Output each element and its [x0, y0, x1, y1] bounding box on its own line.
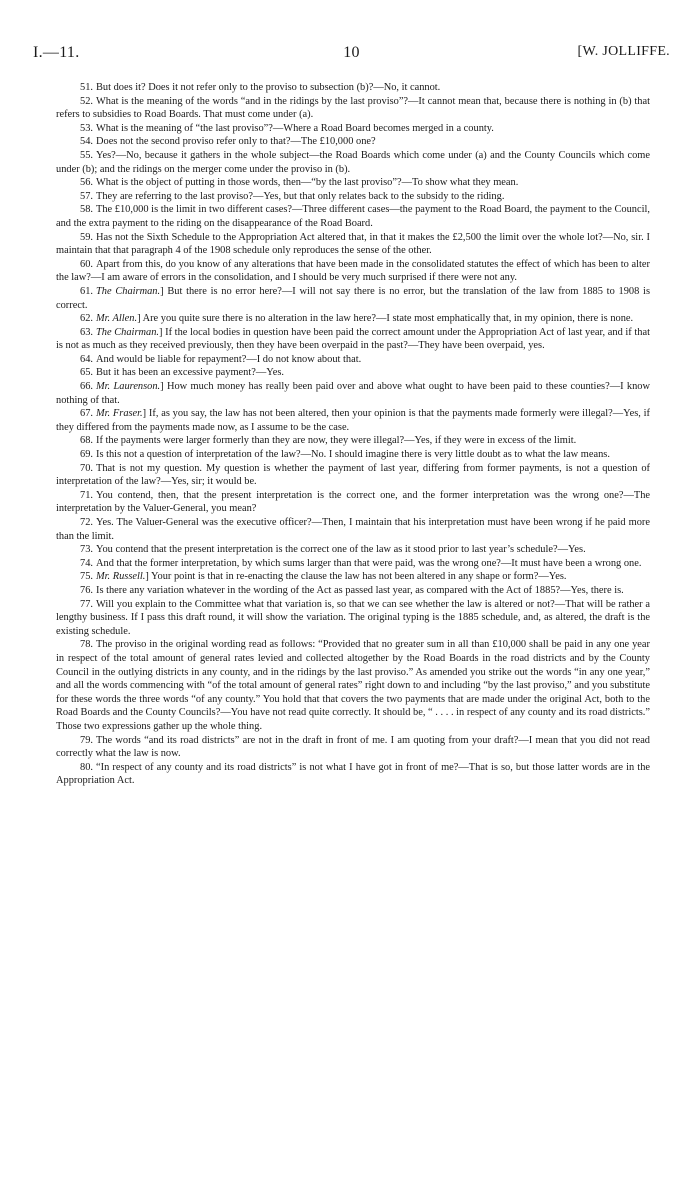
page-header — [33, 44, 670, 64]
question-answer-paragraph — [56, 231, 650, 258]
question-answer-paragraph — [56, 176, 650, 190]
speaker-name: The Chairman. — [96, 326, 159, 338]
speaker-name: Mr. Laurenson. — [96, 381, 161, 393]
question-answer-paragraph — [56, 489, 650, 516]
question-answer-text: If the payments were larger formerly than they are now, they were illegal?—Yes, if they were in excess of the limit. — [96, 435, 577, 447]
question-answer-text: How much money has really been paid over and above what ought to have been paid to these counties?—I know nothing of that. — [56, 381, 650, 406]
question-number: 59. — [80, 231, 93, 243]
question-answer-paragraph — [56, 149, 650, 176]
question-answer-paragraph: 67. Mr. Fraser.] If, as you say, the law has not been altered, then your opinion is that the payments made formerly were illegal?—Yes, if they differed from the payments made now, as I assume to be the case. — [56, 408, 651, 433]
question-answer-text: What is the meaning of the words “and in the ridings by the last proviso”?—It cannot mean that, because there is nothing in (b) that refers to subsidies to Road Boards. That must come under (a). — [56, 95, 650, 121]
question-answer-text: “In respect of any county and its road districts” is not what I have got in front of me?—That is so, but those latter words are in the Appropriation Act. — [56, 761, 650, 787]
question-answer-text: Is there any variation whatever in the wording of the Act as passed last year, as compared with the Act of 1885?—Yes, there is. — [96, 584, 624, 596]
question-number: 65. — [80, 367, 93, 379]
document-reference: I.—11. — [33, 44, 80, 61]
question-number: 63. — [80, 326, 93, 338]
question-answer-text: You contend, then, that the present interpretation is the correct one, and the former interpretation was the wrong one?—The interpretation by the Valuer-General, you mean? — [56, 489, 650, 515]
question-answer-paragraph — [56, 203, 650, 230]
question-answer-text: Yes?—No, because it gathers in the whole subject—the Road Boards which come under (a) and the County Councils which come under (b); and the ridings on the merger come under the proviso in (b). — [56, 149, 650, 175]
question-answer-text: Apart from this, do you know of any alterations that have been made in the consolidated statutes the effect of which has been to alter the law?—I am aware of errors in the consolidation, and I should be very much surprised if there were not any. — [56, 258, 650, 284]
question-answer-text: What is the object of putting in those words, then—“by the last proviso”?—To show what they mean. — [96, 177, 519, 189]
question-number: 78. — [80, 639, 93, 651]
question-answer-paragraph — [56, 353, 650, 367]
question-answer-paragraph — [56, 448, 650, 462]
question-number: 68. — [80, 435, 93, 447]
question-number: 69. — [80, 449, 93, 461]
question-answer-paragraph — [56, 190, 650, 204]
question-answer-text: Will you explain to the Committee what that variation is, so that we can see whether the law is altered or not?—That will be rather a lengthy business. If I pass this draft round, it will show the variation. The original typing is the 1885 schedule, and, as altered, the draft is the existing schedule. — [56, 598, 650, 637]
question-number: 62. — [80, 313, 93, 325]
question-answer-paragraph — [56, 462, 650, 489]
question-answer-text: What is the meaning of “the last proviso”?—Where a Road Board becomes merged in a county. — [96, 122, 494, 134]
question-answer-paragraph — [56, 638, 650, 733]
question-number: 80. — [80, 761, 93, 773]
speaker-name: The Chairman. — [96, 285, 161, 297]
question-answer-text: Yes. The Valuer-General was the executive officer?—Then, I maintain that his interpretation must have been wrong if he paid more than the limit. — [56, 517, 650, 542]
question-answer-text: But it has been an excessive payment?—Yes. — [96, 367, 284, 379]
question-answer-text: But there is no error here?—I will not say there is no error, but the translation of the law from 1885 to 1908 is correct. — [56, 285, 650, 311]
question-answer-text: If the local bodies in question have been paid the correct amount under the Appropriation Act of last year, and if that is not as much as they received previously, then they have been overpaid in the past?—They have been overpaid, yes. — [56, 326, 650, 352]
question-answer-text: Are you quite sure there is no alteration in the law here?—I state most emphatically that, in my opinion, there is none. — [142, 313, 634, 325]
question-number: 75. — [80, 571, 93, 583]
question-answer-paragraph: 62. Mr. Allen.] Are you quite sure there is no alteration in the law here?—I state most emphatically that, in my opinion, there is none. — [80, 313, 634, 325]
question-number: 70. — [80, 462, 93, 474]
question-answer-text: That is not my question. My question is whether the payment of last year, differing from former payments, is not a question of interpretation of the law?—Yes, sir; it would be. — [56, 462, 650, 488]
question-answer-paragraph — [56, 135, 650, 149]
question-number: 64. — [80, 353, 93, 365]
question-number: 77. — [80, 598, 93, 610]
question-answer-paragraph — [56, 557, 650, 571]
question-answer-text: The £10,000 is the limit in two different cases?—Three different cases—the payment to the Road Board, the payment to the Council, and the extra payment to the riding on the disappearance of the Road Board. — [56, 204, 650, 229]
question-answer-paragraph — [56, 434, 650, 448]
transcript-body — [56, 81, 650, 788]
question-answer-text: The words “and its road districts” are not in the draft in front of me. I am quoting from your draft?—I mean that you did not read correctly what the law is now. — [56, 734, 650, 760]
question-number: 54. — [80, 136, 93, 148]
question-number: 67. — [80, 408, 93, 420]
question-number: 71. — [80, 489, 93, 501]
question-number: 60. — [80, 258, 93, 270]
question-answer-paragraph — [56, 598, 650, 639]
question-answer-paragraph: 66. Mr. Laurenson.] How much money has really been paid over and above what ought to have been paid to these counties?—I know nothing of that. — [56, 381, 650, 406]
question-answer-paragraph — [56, 95, 650, 122]
question-number: 51. — [80, 82, 93, 93]
question-answer-paragraph — [56, 81, 650, 95]
question-answer-paragraph — [56, 761, 650, 788]
question-number: 57. — [80, 190, 93, 202]
question-number: 56. — [80, 177, 93, 189]
question-answer-text: Does not the second proviso refer only to that?—The £10,000 one? — [96, 136, 376, 148]
question-answer-text: The proviso in the original wording read as follows: “Provided that no greater sum in all than £10,000 shall be paid in any one year in respect of the total amount of general rates levied and collected altogether by the Road Boards in the road districts and by the County Council in the outlying districts in any county, and in the ridings by the last proviso.” As amended you strike out the words “in any one year,” and all the words commencing with “of the total amount of general rates” right down to and including “by the last proviso,” and you substitute for these words the three words “of any county.” You hold that that covers the two payments that are made under the original Act, both to the Road Boards and the County Councils?—You have not read quite correctly. It should be, “ . . . . in respect of any county and its road districts.” Those two expressions gather up the whole thing. — [56, 639, 650, 732]
question-answer-text: And that the former interpretation, by which sums larger than that were paid, was the wrong one?—It must have been a wrong one. — [96, 557, 642, 569]
question-answer-text: Your point is that in re-enacting the clause the law has not been altered in any shape or form?—Yes. — [151, 571, 567, 583]
question-number: 52. — [80, 95, 93, 107]
page-number: 10 — [343, 44, 360, 61]
question-answer-text: And would be liable for repayment?—I do not know about that. — [96, 353, 362, 365]
question-answer-paragraph — [56, 734, 650, 761]
question-number: 58. — [80, 204, 93, 216]
question-answer-paragraph: 63. The Chairman.] If the local bodies in question have been paid the correct amount under the Appropriation Act of last year, and if that is not as much as they received previously, then they have been overpaid in the past?—They have been overpaid, yes. — [56, 326, 650, 352]
question-answer-text: Is this not a question of interpretation of the law?—No. I should imagine there is very little doubt as to what the law means. — [96, 449, 610, 461]
question-answer-text: If, as you say, the law has not been altered, then your opinion is that the payments made formerly were illegal?—Yes, if they differed from the payments made now, as I assume to be the case. — [56, 408, 651, 433]
question-answer-text: You contend that the present interpretation is the correct one of the law as it stood prior to last year’s schedule?—Yes. — [96, 544, 586, 556]
question-answer-paragraph — [56, 584, 650, 598]
question-answer-paragraph — [56, 258, 650, 285]
speaker-name: Mr. Allen. — [96, 313, 138, 325]
speaker-name: Mr. Fraser. — [96, 408, 143, 420]
question-answer-paragraph — [56, 366, 650, 380]
question-number: 53. — [80, 122, 93, 134]
question-number: 55. — [80, 149, 93, 161]
question-answer-paragraph — [56, 122, 650, 136]
question-answer-paragraph: 61. The Chairman.] But there is no error here?—I will not say there is no error, but the translation of the law from 1885 to 1908 is correct. — [56, 285, 650, 311]
question-answer-paragraph: 75. Mr. Russell.] Your point is that in re-enacting the clause the law has not been altered in any shape or form?—Yes. — [80, 571, 567, 583]
question-number: 79. — [80, 734, 93, 746]
question-number: 73. — [80, 544, 93, 556]
question-answer-paragraph — [56, 516, 650, 543]
question-answer-paragraph — [56, 543, 650, 557]
question-answer-text: But does it? Does it not refer only to the proviso to subsection (b)?—No, it cannot. — [96, 82, 441, 93]
question-number: 76. — [80, 584, 93, 596]
witness-name: [W. JOLLIFFE. — [577, 44, 670, 59]
question-number: 72. — [80, 517, 93, 528]
speaker-name: Mr. Russell. — [96, 571, 146, 583]
question-answer-text: Has not the Sixth Schedule to the Appropriation Act altered that, in that it makes the £2,500 the limit over the whole lot?—No, sir. I maintain that that paragraph 4 of the 1908 schedule only reproduces the sense of the other. — [56, 231, 650, 257]
question-answer-text: They are referring to the last proviso?—Yes, but that only relates back to the subsidy to the riding. — [96, 190, 505, 202]
question-number: 66. — [80, 381, 93, 393]
question-number: 61. — [80, 285, 93, 297]
question-number: 74. — [80, 557, 93, 569]
